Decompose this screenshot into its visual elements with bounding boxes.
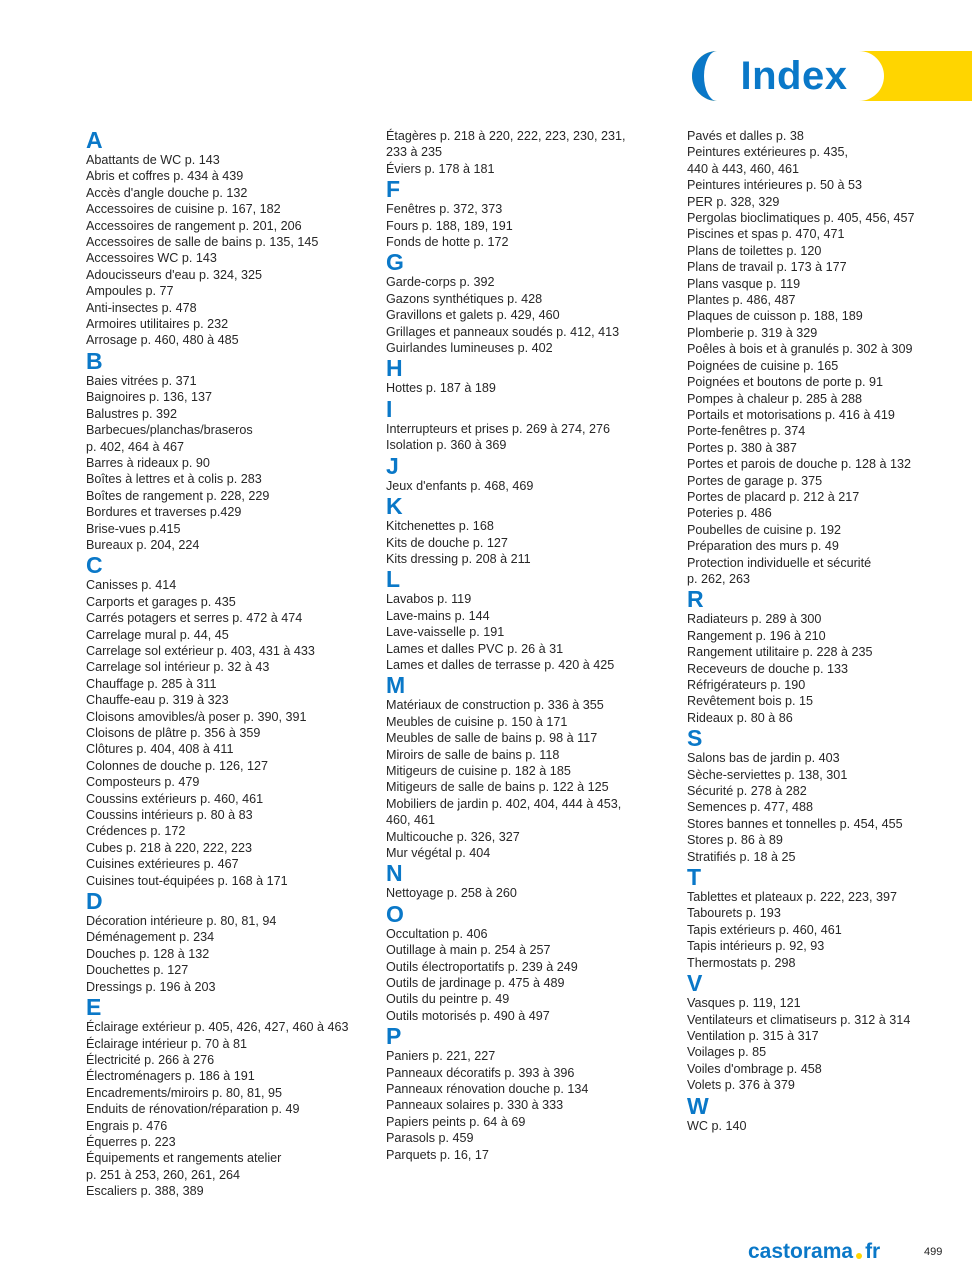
index-entry: Poignées et boutons de porte p. 91	[687, 375, 884, 390]
index-entry: Chauffe-eau p. 319 à 323	[86, 693, 229, 708]
brand-name: castorama	[748, 1240, 854, 1263]
index-entry: Baignoires p. 136, 137	[86, 390, 213, 405]
index-entry: Tapis extérieurs p. 460, 461	[687, 922, 842, 937]
index-section	[386, 356, 676, 396]
index-section	[386, 250, 676, 356]
index-entry: Outils motorisés p. 490 à 497	[386, 1008, 550, 1023]
index-entry: Pavés et dalles p. 38	[687, 129, 804, 143]
index-entry: Vasques p. 119, 121	[687, 996, 801, 1011]
index-section	[86, 889, 376, 995]
index-entry: Kits dressing p. 208 à 211	[386, 551, 531, 566]
logo-dot-icon	[856, 1253, 862, 1259]
index-entry: Matériaux de construction p. 336 à 355	[386, 698, 604, 713]
index-entry: Rideaux p. 80 à 86	[687, 710, 793, 725]
index-entry: Cloisons de plâtre p. 356 à 359	[86, 726, 261, 740]
index-entry: Carports et garages p. 435	[86, 594, 236, 609]
index-entry: Paniers p. 221, 227	[386, 1049, 496, 1064]
index-entry: Plantes p. 486, 487	[687, 293, 796, 308]
index-entry: Carrelage sol extérieur p. 403, 431 à 433	[86, 643, 315, 658]
index-column-3	[687, 128, 972, 1134]
index-entry: Guirlandes lumineuses p. 402	[386, 341, 553, 356]
index-entry: Étagères p. 218 à 220, 222, 223, 230, 231,	[386, 129, 626, 143]
section-letter: C	[86, 552, 103, 579]
index-entry: Rangement p. 196 à 210	[687, 628, 826, 643]
index-entry: Hottes p. 187 à 189	[386, 381, 496, 396]
index-column-2	[386, 128, 676, 1163]
index-entry: Interrupteurs et prises p. 269 à 274, 276	[386, 421, 611, 436]
index-entry: p. 402, 464 à 467	[86, 439, 185, 454]
index-entry: Lavabos p. 119	[386, 592, 472, 607]
index-entry: Lave-mains p. 144	[386, 608, 490, 623]
index-entry: Plans de toilettes p. 120	[687, 243, 822, 258]
index-entry: Ventilation p. 315 à 317	[687, 1028, 819, 1043]
index-entry: Lave-vaisselle p. 191	[386, 625, 505, 640]
index-section	[86, 995, 376, 1199]
index-entry: Meubles de salle de bains p. 98 à 117	[386, 731, 598, 746]
index-section	[386, 128, 676, 177]
index-entry: Électricité p. 266 à 276	[86, 1052, 215, 1067]
index-entry: Adoucisseurs d'eau p. 324, 325	[86, 267, 263, 282]
index-entry: Engrais p. 476	[86, 1118, 168, 1133]
index-entry: Accessoires de cuisine p. 167, 182	[86, 202, 281, 217]
index-section	[687, 971, 972, 1093]
index-entry: Déménagement p. 234	[86, 930, 215, 945]
section-letter: L	[386, 566, 401, 593]
index-entry: Portes p. 380 à 387	[687, 440, 797, 455]
index-section	[386, 567, 676, 673]
index-entry: Abattants de WC p. 143	[86, 153, 220, 167]
index-entry: Décoration intérieure p. 80, 81, 94	[86, 914, 277, 929]
index-entry: Douchettes p. 127	[86, 963, 189, 978]
index-entry: Gravillons et galets p. 429, 460	[386, 308, 560, 323]
index-entry: Cuisines extérieures p. 467	[86, 857, 239, 872]
index-entry: Carrelage sol intérieur p. 32 à 43	[86, 660, 270, 675]
index-entry: Éviers p. 178 à 181	[386, 161, 495, 176]
index-section	[386, 1024, 676, 1163]
index-entry: 460, 461	[386, 813, 436, 828]
index-entry: Mobiliers de jardin p. 402, 404, 444 à 453,	[386, 796, 622, 811]
index-entry: Mitigeurs de salle de bains p. 122 à 125	[386, 780, 609, 795]
index-entry: Papiers peints p. 64 à 69	[386, 1114, 526, 1129]
index-entry: PER p. 328, 329	[687, 194, 780, 209]
index-entry: Accessoires de salle de bains p. 135, 145	[86, 235, 319, 250]
index-entry: Armoires utilitaires p. 232	[86, 317, 229, 332]
index-section	[86, 349, 376, 553]
section-letter: N	[386, 860, 403, 887]
section-letter: J	[386, 452, 399, 479]
index-entry: Portes de garage p. 375	[687, 473, 823, 488]
index-entry: Baies vitrées p. 371	[86, 373, 197, 388]
index-entry: Volets p. 376 à 379	[687, 1078, 795, 1093]
section-letter: I	[386, 395, 393, 422]
castorama-logo	[748, 1240, 880, 1264]
index-entry: Poubelles de cuisine p. 192	[687, 522, 842, 537]
index-entry: Douches p. 128 à 132	[86, 946, 210, 961]
index-entry: Isolation p. 360 à 369	[386, 438, 507, 453]
index-entry: Brise-vues p.415	[86, 521, 181, 536]
index-entry: p. 262, 263	[687, 571, 751, 586]
page-number: 499	[924, 1246, 943, 1258]
index-entry: Boîtes de rangement p. 228, 229	[86, 488, 270, 503]
page-title: Index	[740, 53, 848, 98]
index-entry: Outillage à main p. 254 à 257	[386, 943, 551, 958]
index-entry: Crédences p. 172	[86, 824, 186, 839]
index-entry: Portails et motorisations p. 416 à 419	[687, 407, 895, 422]
index-entry: Carrés potagers et serres p. 472 à 474	[86, 611, 303, 626]
index-entry: Anti-insectes p. 478	[86, 300, 197, 315]
index-entry: Garde-corps p. 392	[386, 275, 495, 290]
index-entry: Peintures intérieures p. 50 à 53	[687, 178, 863, 193]
index-section	[687, 865, 972, 971]
index-entry: Mitigeurs de cuisine p. 182 à 185	[386, 763, 571, 778]
index-entry: Escaliers p. 388, 389	[86, 1184, 204, 1199]
index-section	[386, 454, 676, 494]
section-letter: O	[386, 900, 404, 927]
index-section	[687, 1094, 972, 1134]
index-entry: Bureaux p. 204, 224	[86, 537, 200, 552]
index-entry: Pergolas bioclimatiques p. 405, 456, 457	[687, 211, 915, 226]
index-section	[687, 587, 972, 726]
index-entry: p. 251 à 253, 260, 261, 264	[86, 1167, 241, 1182]
index-entry: Plans vasque p. 119	[687, 276, 801, 291]
index-entry: Accessoires de rangement p. 201, 206	[86, 218, 302, 233]
index-entry: Thermostats p. 298	[687, 955, 796, 970]
section-letter: D	[86, 888, 103, 915]
index-entry: Poêles à bois et à granulés p. 302 à 309	[687, 342, 913, 357]
index-entry: Tabourets p. 193	[687, 906, 781, 921]
section-letter: R	[687, 586, 704, 613]
index-entry: Portes et parois de douche p. 128 à 132	[687, 457, 912, 472]
index-entry: Préparation des murs p. 49	[687, 539, 839, 554]
index-entry: Composteurs p. 479	[86, 775, 200, 790]
index-section	[687, 726, 972, 865]
section-letter: T	[687, 864, 702, 891]
index-entry: Sèche-serviettes p. 138, 301	[687, 767, 848, 782]
index-entry: Panneaux rénovation douche p. 134	[386, 1082, 589, 1097]
index-entry: Encadrements/miroirs p. 80, 81, 95	[86, 1085, 282, 1100]
index-entry: Receveurs de douche p. 133	[687, 661, 849, 676]
index-entry: Piscines et spas p. 470, 471	[687, 227, 845, 242]
index-entry: Fenêtres p. 372, 373	[386, 202, 503, 217]
index-entry: Accès d'angle douche p. 132	[86, 185, 248, 200]
section-letter: S	[687, 725, 703, 752]
index-entry: 233 à 235	[386, 145, 443, 160]
index-entry: Carrelage mural p. 44, 45	[86, 627, 229, 642]
index-entry: Multicouche p. 326, 327	[386, 829, 520, 844]
index-entry: Kitchenettes p. 168	[386, 519, 494, 534]
index-entry: Boîtes à lettres et à colis p. 283	[86, 472, 262, 487]
section-letter: A	[86, 127, 103, 153]
index-banner	[692, 51, 972, 101]
index-entry: Poteries p. 486	[687, 506, 772, 521]
index-entry: Pompes à chaleur p. 285 à 288	[687, 391, 863, 406]
index-entry: Mur végétal p. 404	[386, 846, 491, 860]
index-entry: Tapis intérieurs p. 92, 93	[687, 939, 825, 954]
index-section	[386, 397, 676, 454]
index-entry: Coussins intérieurs p. 80 à 83	[86, 808, 253, 823]
index-entry: Lames et dalles de terrasse p. 420 à 425	[386, 657, 615, 672]
index-entry: Clôtures p. 404, 408 à 411	[86, 742, 234, 757]
index-entry: Sécurité p. 278 à 282	[687, 784, 807, 799]
index-entry: Voiles d'ombrage p. 458	[687, 1061, 822, 1076]
index-entry: Poignées de cuisine p. 165	[687, 358, 839, 373]
index-entry: Peintures extérieures p. 435,	[687, 145, 849, 160]
index-entry: Stores p. 86 à 89	[687, 833, 783, 848]
index-entry: Électroménagers p. 186 à 191	[86, 1069, 255, 1084]
index-entry: Arrosage p. 460, 480 à 485	[86, 333, 239, 348]
index-entry: Ampoules p. 77	[86, 284, 174, 299]
index-entry: Grillages et panneaux soudés p. 412, 413	[386, 324, 620, 339]
index-entry: Panneaux décoratifs p. 393 à 396	[386, 1065, 575, 1080]
index-entry: Barbecues/planchas/braseros	[86, 423, 253, 438]
index-entry: Plans de travail p. 173 à 177	[687, 260, 847, 275]
section-letter: H	[386, 355, 403, 382]
index-entry: Équerres p. 223	[86, 1134, 176, 1149]
section-letter: V	[687, 970, 703, 997]
index-entry: Miroirs de salle de bains p. 118	[386, 747, 560, 762]
index-entry: Semences p. 477, 488	[687, 800, 814, 815]
index-entry: Plomberie p. 319 à 329	[687, 325, 818, 340]
index-entry: Balustres p. 392	[86, 406, 178, 421]
index-entry: Porte-fenêtres p. 374	[687, 424, 806, 439]
index-entry: Occultation p. 406	[386, 926, 488, 941]
index-entry: Salons bas de jardin p. 403	[687, 751, 840, 766]
index-entry: Éclairage intérieur p. 70 à 81	[86, 1036, 248, 1051]
section-letter: G	[386, 249, 404, 276]
index-entry: Panneaux solaires p. 330 à 333	[386, 1098, 564, 1113]
index-entry: Cuisines tout-équipées p. 168 à 171	[86, 873, 288, 888]
index-section	[86, 553, 376, 889]
index-entry: Rangement utilitaire p. 228 à 235	[687, 645, 873, 660]
index-entry: Stores bannes et tonnelles p. 454, 455	[687, 816, 903, 831]
index-entry: Plaques de cuisson p. 188, 189	[687, 309, 863, 324]
index-entry: Bordures et traverses p.429	[86, 505, 242, 520]
index-entry: Outils électroportatifs p. 239 à 249	[386, 959, 578, 974]
index-entry: Outils du peintre p. 49	[386, 992, 510, 1007]
index-entry: Protection individuelle et sécurité	[687, 555, 872, 570]
index-entry: Jeux d'enfants p. 468, 469	[386, 478, 534, 493]
index-entry: Éclairage extérieur p. 405, 426, 427, 460 à 463	[86, 1020, 349, 1035]
section-letter: P	[386, 1023, 402, 1050]
index-entry: Chauffage p. 285 à 311	[86, 676, 217, 691]
index-section	[386, 673, 676, 861]
index-entry: Accessoires WC p. 143	[86, 251, 217, 266]
index-entry: Enduits de rénovation/réparation p. 49	[86, 1102, 300, 1117]
index-entry: Stratifiés p. 18 à 25	[687, 849, 796, 864]
index-section	[687, 128, 972, 587]
index-entry: Parquets p. 16, 17	[386, 1147, 489, 1162]
index-entry: Outils de jardinage p. 475 à 489	[386, 976, 565, 991]
index-section	[386, 902, 676, 1024]
index-entry: Barres à rideaux p. 90	[86, 455, 210, 470]
section-letter: B	[86, 347, 103, 374]
index-entry: Abris et coffres p. 434 à 439	[86, 169, 244, 184]
index-entry: Équipements et rangements atelier	[86, 1151, 282, 1166]
section-letter: E	[86, 994, 102, 1021]
index-entry: Voilages p. 85	[687, 1045, 767, 1060]
index-entry: Colonnes de douche p. 126, 127	[86, 758, 269, 773]
index-entry: Tablettes et plateaux p. 222, 223, 397	[687, 890, 898, 905]
section-letter: K	[386, 493, 403, 520]
index-entry: Ventilateurs et climatiseurs p. 312 à 314	[687, 1012, 911, 1027]
index-entry: Revêtement bois p. 15	[687, 694, 814, 709]
index-entry: Gazons synthétiques p. 428	[386, 291, 543, 306]
index-entry: Cubes p. 218 à 220, 222, 223	[86, 840, 252, 855]
section-letter: M	[386, 672, 406, 699]
index-entry: Réfrigérateurs p. 190	[687, 678, 806, 692]
index-entry: Kits de douche p. 127	[386, 535, 508, 550]
index-entry: Portes de placard p. 212 à 217	[687, 489, 860, 504]
index-title-pill	[692, 51, 884, 101]
section-letter: W	[687, 1092, 709, 1119]
index-entry: Cloisons amovibles/à poser p. 390, 391	[86, 709, 307, 724]
index-entry: Dressings p. 196 à 203	[86, 979, 216, 994]
section-letter: F	[386, 176, 401, 203]
index-entry: Radiateurs p. 289 à 300	[687, 612, 822, 627]
index-section	[386, 177, 676, 250]
index-section	[86, 128, 376, 349]
index-entry: Nettoyage p. 258 à 260	[386, 886, 517, 901]
index-entry: 440 à 443, 460, 461	[687, 161, 800, 176]
index-entry: Canisses p. 414	[86, 578, 177, 593]
index-entry: WC p. 140	[687, 1118, 747, 1133]
index-section	[386, 861, 676, 901]
brand-tld: fr	[865, 1240, 881, 1263]
index-entry: Fours p. 188, 189, 191	[386, 218, 513, 233]
index-entry: Parasols p. 459	[386, 1131, 474, 1146]
index-entry: Meubles de cuisine p. 150 à 171	[386, 714, 568, 729]
index-entry: Coussins extérieurs p. 460, 461	[86, 791, 264, 806]
index-entry: Fonds de hotte p. 172	[386, 235, 509, 250]
index-section	[386, 494, 676, 567]
index-column-1	[86, 128, 376, 1200]
index-entry: Lames et dalles PVC p. 26 à 31	[386, 641, 564, 656]
